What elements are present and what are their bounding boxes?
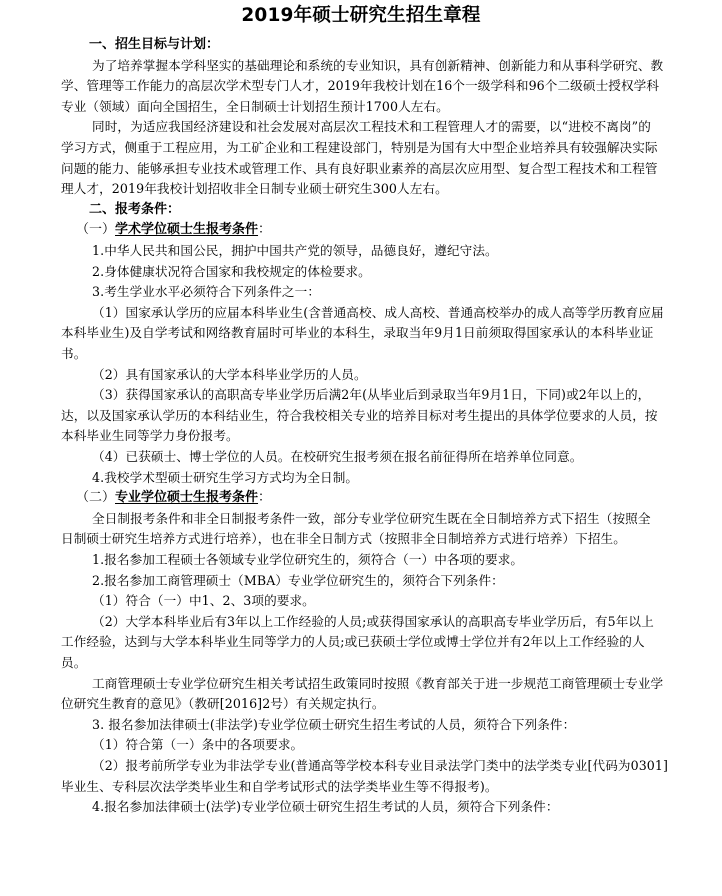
list-item-line: 1.中华人民共和国公民，拥护中国共产党的领导，品德良好，遵纪守法。 — [92, 243, 498, 258]
list-item-line: （3）获得国家承认的高职高专毕业学历后满2年(从毕业后到录取当年9月1日，下同)或2年以上的， — [92, 387, 651, 403]
list-item-line: （1）符合第（一）条中的各项要求。 — [92, 737, 304, 753]
section-heading: 一、招生目标与计划： — [89, 37, 220, 52]
subsection-heading — [76, 220, 271, 240]
list-item-line: 员。 — [61, 655, 87, 670]
subsection-heading-suffix: ： — [258, 490, 272, 506]
list-item-line: 工作经验，达到与大学本科毕业生同等学力的人员;或已获硕士学位或博士学位并有2年以上工作经验的人 — [61, 634, 645, 650]
list-item-line: 本科毕业生)及自学考试和网络教育届时可毕业的本科生，录取当年9月1日前须取得国家承认的本科毕业证 — [61, 325, 654, 341]
list-item-line: 4.报名参加法律硕士(法学)专业学位硕士研究生招生考试的人员，须符合下列条件： — [92, 799, 559, 815]
paragraph-line: 问题的能力、能够承担专业技术或管理工作、具有良好职业素养的高层次应用型、复合型工程技术和工程管 — [61, 160, 658, 176]
paragraph-line: 专业（领域）面向全国招生，全日制硕士计划招生预计1700人左右。 — [61, 98, 449, 114]
subsection-heading-prefix: （一） — [76, 222, 116, 238]
list-item-line: （2）具有国家承认的大学本科毕业学历的人员。 — [92, 366, 367, 382]
list-item-line: 1.报名参加工程硕士各领域专业学位研究生的，须符合（一）中各项的要求。 — [92, 552, 524, 567]
list-item-line: （1）国家承认学历的应届本科毕业生(含普通高校、成人高校、普通高校举办的成人高等学历教育应届 — [92, 304, 664, 320]
list-item-line: （4）已获硕士、博士学位的人员。在校研究生报考须在报名前征得所在培养单位同意。 — [92, 449, 583, 464]
section-heading: 二、报考条件： — [89, 201, 181, 217]
list-item-line: 书。 — [61, 346, 87, 361]
list-item-line: （2）大学本科毕业后有3年以上工作经验的人员;或获得国家承认的高职高专毕业学历后，有5年以上 — [92, 613, 654, 629]
subsection-heading — [76, 488, 271, 508]
paragraph-line: 为了培养掌握本学科坚实的基础理论和系统的专业知识，具有创新精神、创新能力和从事科学研究、教 — [92, 57, 664, 73]
subsection-heading-label: 专业学位硕士生报考条件 — [115, 490, 259, 506]
list-item-line: 3.考生学业水平必须符合下列条件之一： — [92, 284, 321, 300]
list-item-line: 工商管理硕士专业学位研究生相关考试招生政策同时按照《教育部关于进一步规范工商管理硕士专业学 — [92, 675, 664, 691]
paragraph-line: 学、管理等工作能力的高层次学术型专门人才，2019年我校计划在16个一级学科和96个二级硕士授权学科 — [61, 78, 660, 94]
list-item-line: 3. 报名参加法律硕士(非法学)专业学位硕士研究生招生考试的人员，须符合下列条件： — [92, 716, 576, 732]
list-item-line: （2）报考前所学专业为非法学专业(普通高等学校本科专业目录法学门类中的法学类专业[代码为0301] — [92, 758, 669, 773]
subsection-heading-label: 学术学位硕士生报考条件 — [115, 222, 259, 238]
paragraph-line: 理人才，2019年我校计划招收非全日制专业硕士研究生300人左右。 — [61, 181, 448, 197]
list-item-line: 日制硕士研究生培养方式进行培养），也在非全日制方式（按照非全日制培养方式进行培养）下招生。 — [61, 531, 626, 547]
list-item-line: 2.身体健康状况符合国家和我校规定的体检要求。 — [92, 263, 371, 279]
list-item-line: （1）符合（一）中1、2、3项的要求。 — [92, 593, 315, 609]
paragraph-line: 同时，为适应我国经济建设和社会发展对高层次工程技术和工程管理人才的需要，以“进校不离岗”的 — [92, 119, 651, 135]
subsection-heading-suffix: ： — [258, 222, 272, 238]
list-item-line: 本科毕业生同等学力身份报考。 — [61, 428, 239, 444]
list-item-line: 4.我校学术型硕士研究生学习方式均为全日制。 — [92, 469, 359, 485]
list-item-line: 达，以及国家承认学历的本科结业生，符合我校相关专业的培养目标对考生提出的具体学位要求的人员，按 — [61, 407, 658, 423]
page-title: 2019年硕士研究生招生章程 — [241, 5, 481, 26]
subsection-heading-prefix: （二） — [76, 490, 116, 506]
list-item-line: 2.报名参加工商管理硕士（MBA）专业学位研究生的，须符合下列条件： — [92, 572, 504, 588]
list-item-line: 位研究生教育的意见》（教研[2016]2号）有关规定执行。 — [61, 696, 385, 712]
list-item-line: 毕业生、专科层次法学类毕业生和自学考试形式的法学类毕业生等不得报考)。 — [61, 778, 498, 794]
paragraph-line: 学习方式，侧重于工程应用，为工矿企业和工程建设部门，特别是为国有大中型企业培养具有较强解决实际 — [61, 140, 658, 155]
list-item-line: 全日制报考条件和非全日制报考条件一致，部分专业学位研究生既在全日制培养方式下招生（按照全 — [92, 510, 651, 526]
